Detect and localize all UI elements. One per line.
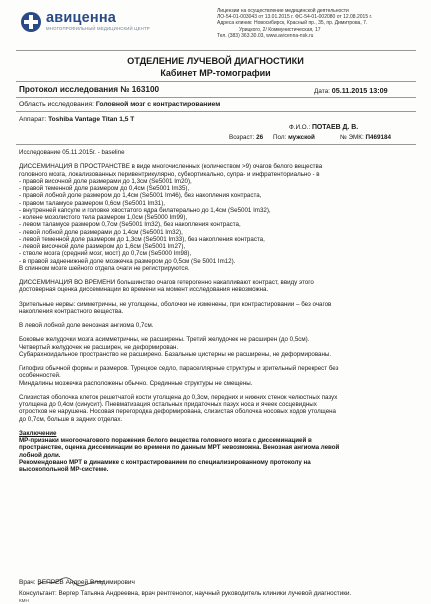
- report-line: Миндалины мозжечка расположены обычно. Срединные структуры не смещены.: [19, 379, 253, 387]
- age-value: 26: [256, 134, 264, 141]
- pituitary: [19, 365, 424, 387]
- area-value: Головной мозг с контрастированием: [95, 101, 221, 108]
- report-line: - правой лобной доле размером до 1,4см (Se5001 Im46), без накопления контраста,: [19, 192, 262, 200]
- ventricles: [19, 336, 424, 358]
- cabinet-title: Кабинет МР-томографии: [160, 68, 271, 78]
- department-title: ОТДЕЛЕНИЕ ЛУЧЕВОЙ ДИАГНОСТИКИ: [127, 56, 304, 66]
- report-line: лобной доли.: [19, 451, 61, 459]
- baseline-line: Исследование 05.11.2015г. - baseline: [19, 149, 125, 156]
- report-line: утолщена до 0,4см (синусит). Пневматизация остальных придаточных пазух носа и ячеек сосцевидных: [19, 401, 317, 408]
- license-line: Урицкого, 2/ Коммунистическая, 17: [239, 26, 321, 33]
- report-line: особенностей.: [19, 372, 61, 380]
- report-line: накопления контрастного вещества.: [19, 307, 124, 315]
- fio-label: Ф.И.О.:: [289, 124, 311, 131]
- sinuses: [19, 394, 424, 423]
- report-line: высокопольной МР-системе.: [19, 466, 109, 473]
- report-line: отростков не нарушена. Носовая перегородка деформирована, слизистая оболочка носовых ходов утолщена: [19, 408, 337, 416]
- protocol-title: Протокол исследования № 163100: [19, 85, 160, 94]
- report-line: Рекомендовано МРТ в динамике с контрастированием по специализированному протоколу на: [19, 458, 311, 466]
- report-line: до 0,7см, больше в задних отделах.: [19, 415, 123, 423]
- report-line: Слизистая оболочка клеток решетчатой кости утолщена до 0,3см, передних и нижних стенок челюстных пазух: [19, 393, 338, 401]
- patient-emk: [340, 134, 391, 141]
- date-value: 05.11.2015 13:09: [331, 86, 388, 95]
- footer-code: КМН: [19, 598, 29, 603]
- sex-label: Пол:: [273, 134, 287, 141]
- report-line: головного мозга, локализованных перивентрикулярно, субкортикально, супра- и инфратенториально - в: [19, 170, 320, 178]
- study-area: [19, 101, 220, 108]
- device: [19, 116, 134, 123]
- cross-in-circle-icon: [20, 11, 42, 33]
- report-line: - левой лобной доле размерами до 1,4см (Se5001 Im32),: [19, 228, 183, 236]
- emk-value: П469184: [365, 134, 391, 141]
- divider: [16, 81, 416, 82]
- report-line: Гипофиз обычной формы и размеров. Турецкое седло, парaселлярные структуры и зрительный перекрест без: [19, 365, 339, 372]
- report-line: - внутренней капсуле и головке хвостатого ядра билатерально до 1,4см (Se5001 Im32),: [19, 206, 271, 214]
- license-line: Адреса клиник: Новосибирск, Красный пр., 35, пр. Димитрова, 7.: [217, 20, 368, 27]
- angioma-line: В левой лобной доле венозная ангиома 0,7см.: [19, 322, 154, 329]
- report-line: Субарахноидальное пространство не расширено. Базальные цистерны не расширены, не деформированы.: [19, 350, 332, 358]
- report-line: Четвертый желудочек не расширен, не деформирован.: [19, 343, 179, 351]
- report-line: Боковые желудочки мозга асимметричны, не расширены. Третий желудочек не расширен (до 0,5см).: [19, 336, 310, 344]
- date-label: Дата:: [314, 88, 330, 95]
- report-line: пространстве, оценка диссеминации во времени по данным МРТ невозможна. Венозная ангиома левой: [19, 444, 340, 452]
- report-line: - правом таламусе размером 0,6см (Se5001 Im31),: [19, 199, 166, 207]
- patient-name: [289, 124, 358, 131]
- report-line: достоверная оценка диссеминации во времени на момент исследования невозможна.: [19, 286, 269, 294]
- divider: [16, 50, 416, 51]
- doctor-signature: Врач: ВЕПРЕВ Андрей Владимирович: [19, 579, 135, 586]
- report-line: - правой височной доле размерами до 1,3см (Se5001 Im20),: [19, 177, 192, 185]
- fio-value: ПОТАЕВ Д. В.: [311, 124, 359, 131]
- optic-nerves: [19, 301, 424, 316]
- report-line: ДИССЕМИНАЦИЯ ВО ВРЕМЕНИ большинство очагов гетерогенно накапливают контраст, ввиду этого: [19, 279, 314, 286]
- sex-value: мужской: [288, 134, 315, 141]
- report-line: - правой теменной доле размером до 0,4см (Se5001 Im35),: [19, 185, 190, 192]
- age-label: Возраст:: [229, 134, 255, 141]
- report-line: - левом таламусе размером 0,7см (Se5001 Im32), без накопления контраста,: [19, 221, 241, 229]
- report-line: - левой височной доле размером до 1,6см (Se5001 Im27),: [19, 243, 186, 250]
- area-label: Область исследования:: [19, 101, 94, 108]
- dissemination-time: [19, 279, 424, 294]
- divider: [16, 97, 416, 98]
- license-block: [217, 8, 423, 39]
- report-line: МР-признаки многоочагового поражения белого вещества головного мозга с диссеминацией в: [19, 437, 312, 444]
- clinic-logo: [20, 11, 150, 33]
- patient-sex: [273, 134, 315, 141]
- report-body: [19, 149, 424, 473]
- license-line: Тел. (383) 363.30.03, www.avicenna-nsk.ru: [217, 32, 314, 39]
- device-value: Toshiba Vantage Titan 1,5 T: [48, 116, 135, 123]
- report-line: ДИССЕМИНАЦИЯ В ПРОСТРАНСТВЕ в виде многочисленных (количеством >9) очагов белого вещества: [19, 163, 323, 171]
- conclusion-title: Заключение: [19, 429, 57, 437]
- divider: [16, 111, 416, 112]
- conclusion: [19, 437, 424, 473]
- report-line: - левой теменной доле размером до 1,3см (Se5001 Im33), без накопления контраста,: [19, 235, 265, 243]
- report-line: Зрительные нервы: симметричны, не утолщены, оболочки не изменены, при контрастировании – без очагов: [19, 300, 332, 308]
- report-line: - в правой задненижней доле мозжечка размером до 0,5см (Se 5001 Im12).: [19, 257, 236, 265]
- license-line: ЛО-54-01-003043 от 13.01.2015 г. ФС-54-01-002080 от 12.08.2015 г.: [217, 14, 373, 21]
- report-line: В спинном мозге шейного отдела очаги не регистрируются.: [19, 264, 190, 272]
- clinic-name: авиценна: [46, 10, 117, 26]
- consultant-signature: Консультант: Вергер Татьяна Андреевна, врач рентгенолог, научный руководитель клиники лучевой диагностики.: [19, 590, 352, 597]
- report-line: - стволе мозга (средний мозг, мост) до 0,7см (Se5000 Im98),: [19, 250, 192, 258]
- emk-label: № ЭМК:: [340, 134, 364, 141]
- device-label: Аппарат:: [19, 116, 47, 123]
- dissemination-space: [19, 163, 424, 272]
- clinic-subtitle: МНОГОПРОФИЛЬНЫЙ МЕДИЦИНСКИЙ ЦЕНТР: [46, 26, 150, 31]
- protocol-date: [314, 86, 388, 95]
- divider: [16, 144, 416, 145]
- report-line: - колене мозолистого тела размером 1,0см (Se5000 Im99),: [19, 214, 188, 221]
- patient-age: [229, 134, 263, 141]
- license-line: Лицензии на осуществление медицинской деятельности: [217, 8, 349, 14]
